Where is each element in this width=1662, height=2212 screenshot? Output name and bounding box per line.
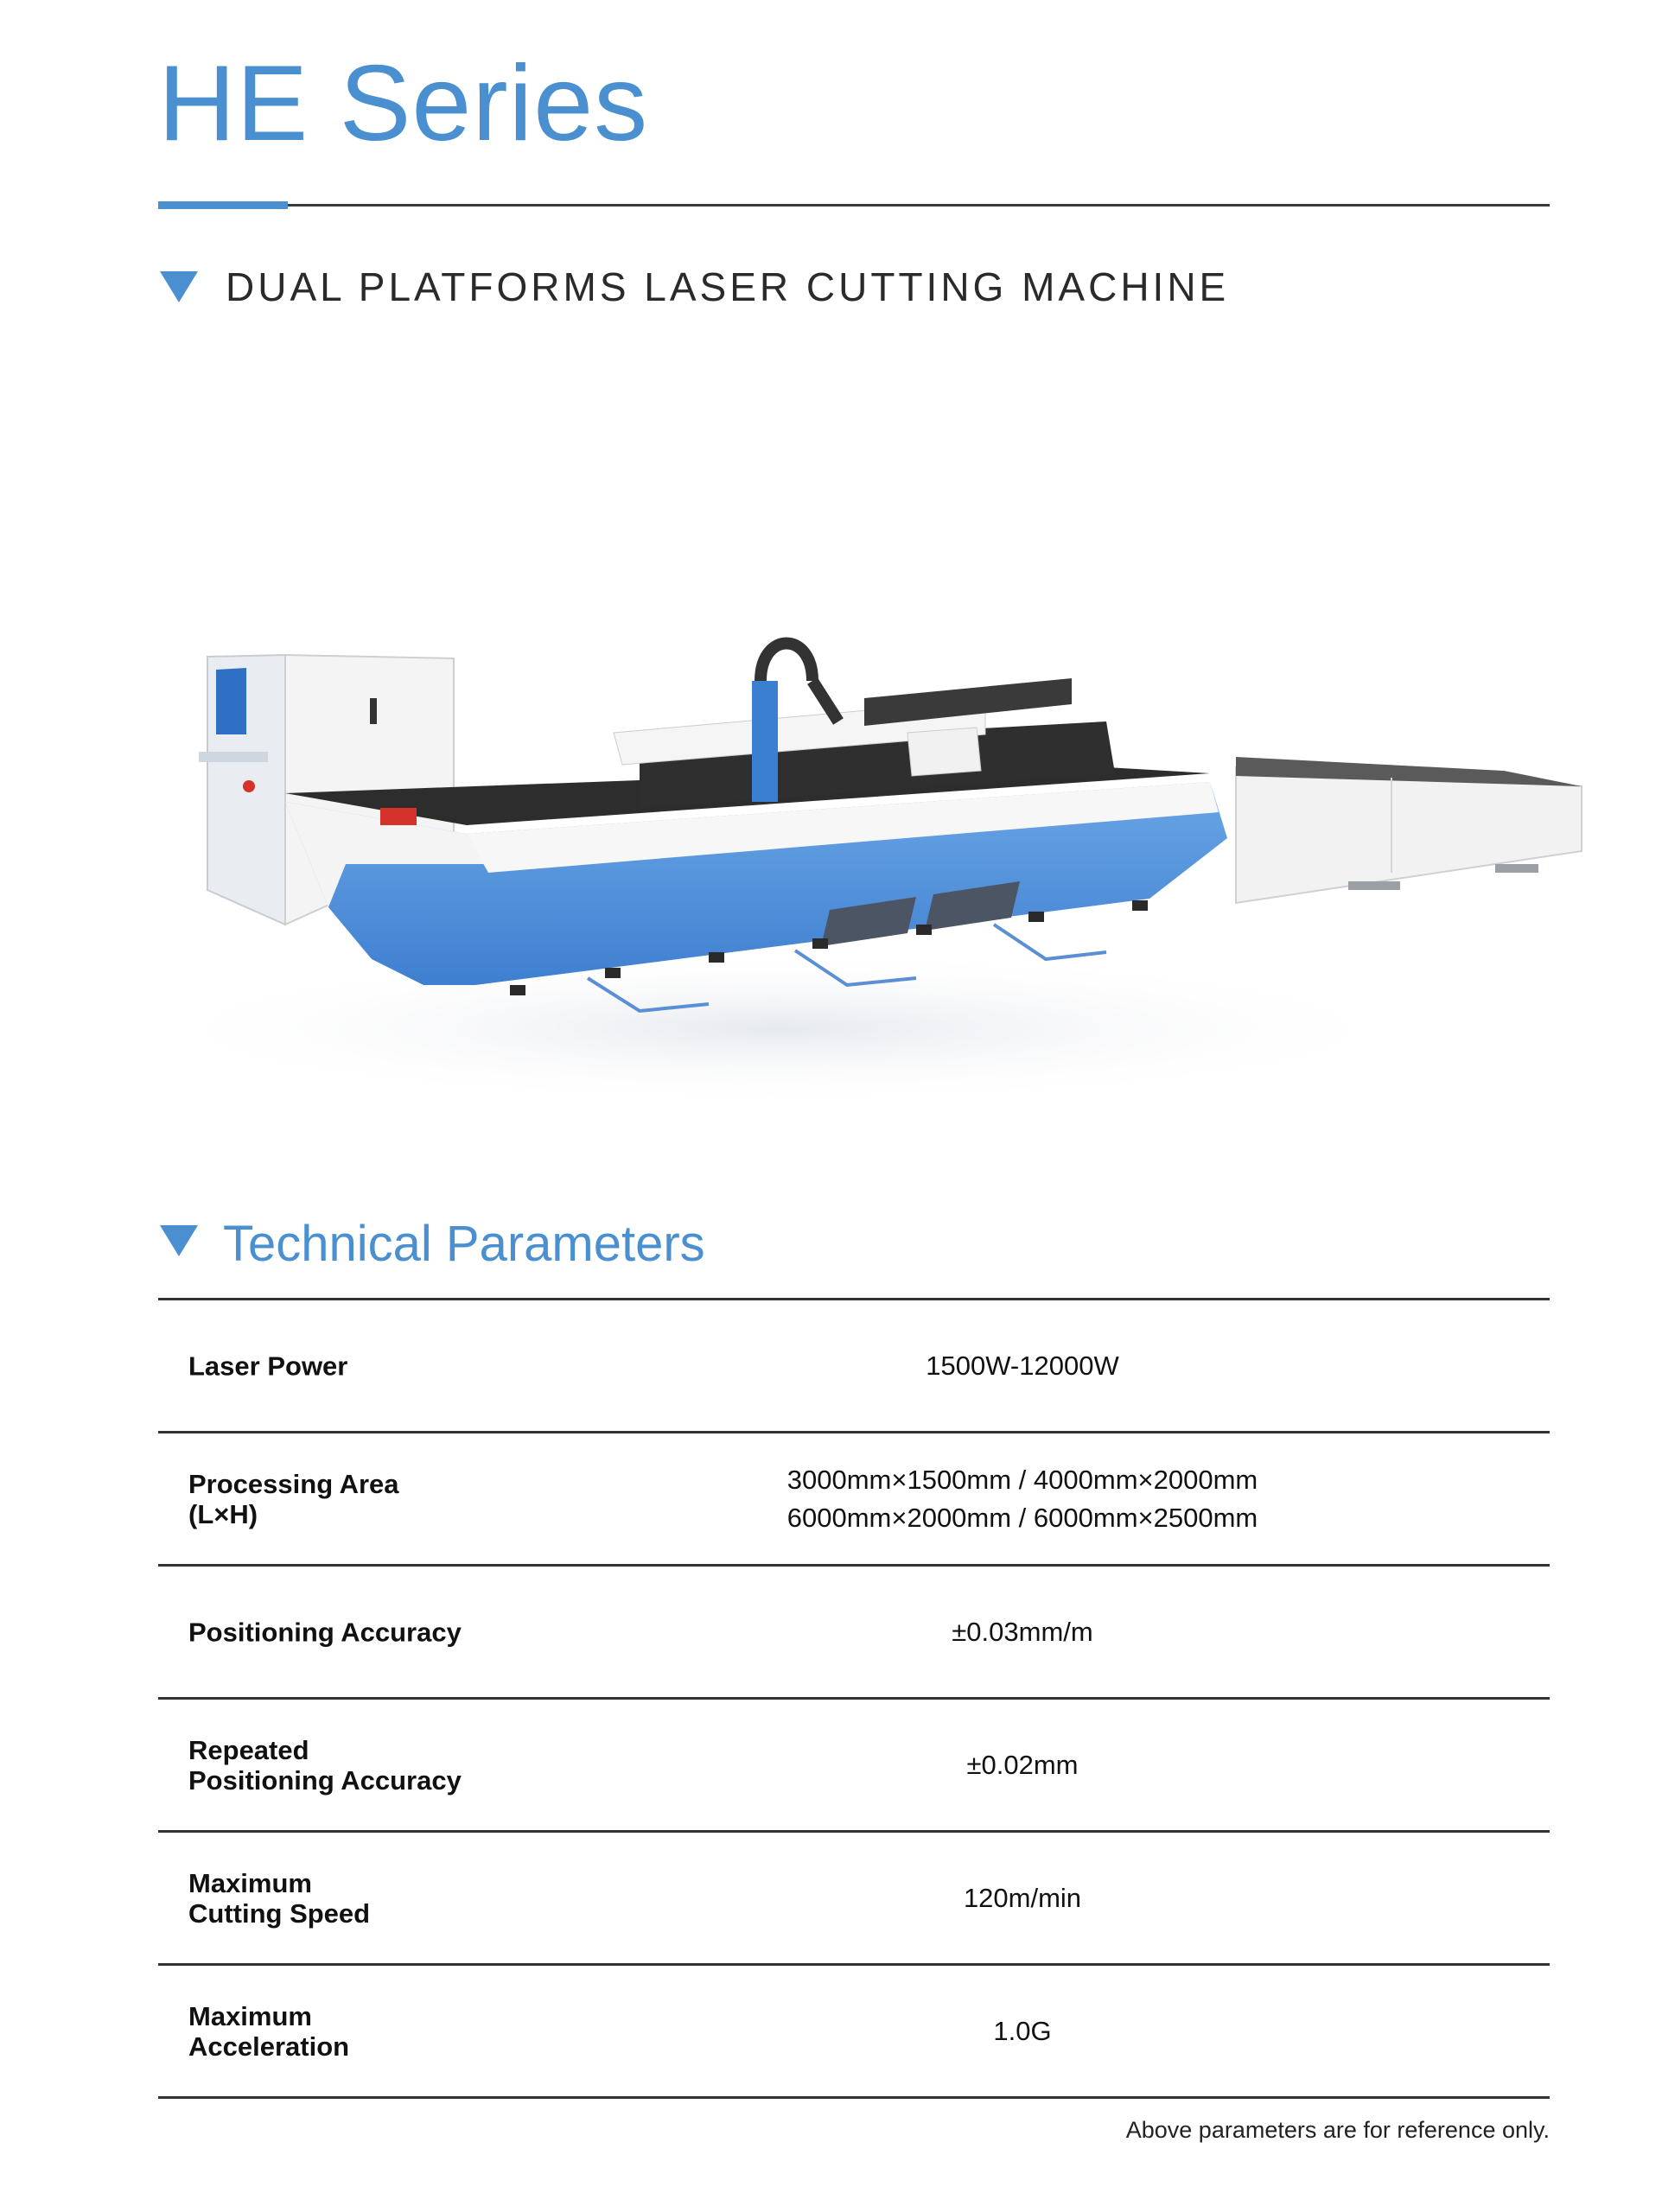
laser-cutting-machine-image [156, 579, 1590, 1097]
param-label: Laser Power [188, 1351, 348, 1381]
triangle-marker-icon [160, 1225, 198, 1256]
param-value: 3000mm×1500mm / 4000mm×2000mm 6000mm×2000mm / 6000mm×2500mm [786, 1464, 1258, 1533]
table-row [158, 1433, 1550, 1567]
product-subtitle: DUAL PLATFORMS LASER CUTTING MACHINE [226, 264, 1230, 309]
param-value: 1500W-12000W [926, 1350, 1119, 1381]
param-value: 120m/min [963, 1882, 1082, 1913]
triangle-marker-icon [160, 271, 198, 302]
footer-note: Above parameters are for reference only. [1125, 2117, 1550, 2143]
title-divider [158, 204, 1550, 207]
section-title: Technical Parameters [223, 1216, 705, 1272]
table-row [158, 1966, 1550, 2099]
param-label: Positioning Accuracy [188, 1617, 462, 1647]
table-row [158, 1700, 1550, 1833]
param-value: 1.0G [993, 2015, 1052, 2046]
param-value: ±0.02mm [966, 1749, 1079, 1780]
param-value: ±0.03mm/m [952, 1616, 1093, 1647]
param-label: Maximum Cutting Speed [188, 1867, 371, 1929]
table-row [158, 1300, 1550, 1433]
param-label: Repeated Positioning Accuracy [188, 1734, 462, 1796]
table-row [158, 1833, 1550, 1966]
title-divider-accent [158, 201, 288, 209]
table-row [158, 1567, 1550, 1700]
page-title: HE Series [158, 44, 649, 163]
parameters-table [158, 1298, 1550, 2099]
param-label: Processing Area (L×H) [188, 1468, 399, 1529]
param-label: Maximum Acceleration [188, 2000, 350, 2062]
